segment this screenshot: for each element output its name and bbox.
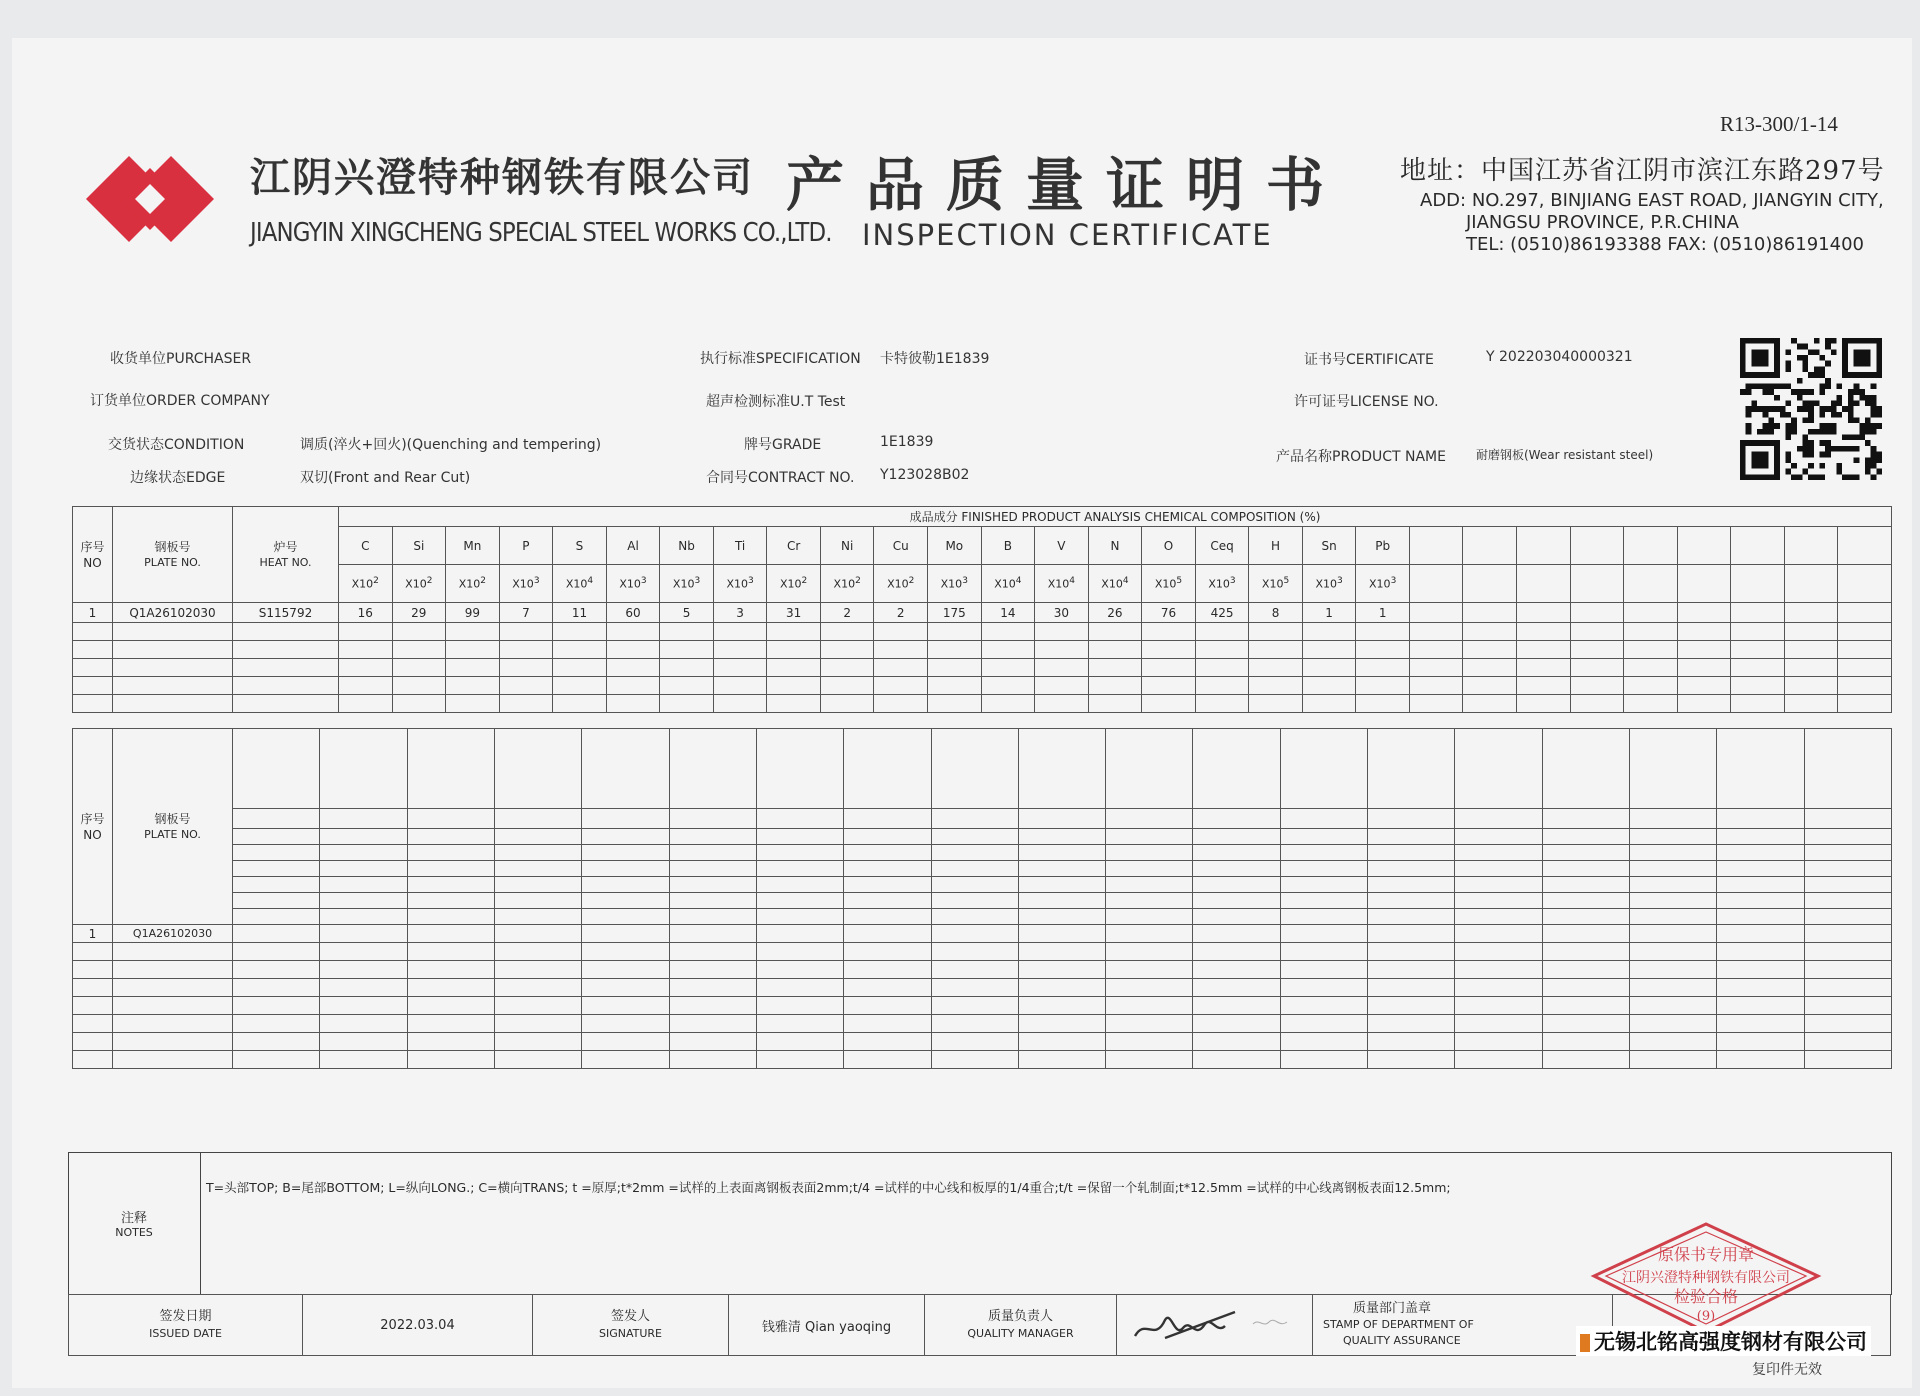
element-o: O [1142, 527, 1196, 565]
element-ceq: Ceq [1195, 527, 1249, 565]
element-v: V [1035, 527, 1089, 565]
value-pb: 1 [1356, 603, 1410, 623]
edge-label: 边缘状态EDGE [130, 470, 226, 486]
value-o: 76 [1142, 603, 1196, 623]
mech-row [73, 893, 1892, 909]
empty-cell [1677, 603, 1731, 623]
unit-header-row [73, 565, 1892, 603]
mech-row [73, 1033, 1892, 1051]
mech-plate-header: 钢板号 PLATE NO. [113, 729, 233, 925]
element-ni: Ni [820, 527, 874, 565]
unit-n: $X10^4$ [1088, 565, 1142, 603]
value-v: 30 [1035, 603, 1089, 623]
element-al: Al [606, 527, 660, 565]
issued-date-value: 2022.03.04 [303, 1295, 533, 1356]
form-number: R13-300/1-14 [1720, 112, 1838, 136]
empty-cell [1731, 603, 1785, 623]
mechanical-properties-table [72, 728, 1892, 1069]
product-value: 耐磨钢板(Wear resistant steel) [1476, 448, 1654, 462]
empty-cell [1784, 565, 1838, 603]
unit-sn: $X10^3$ [1302, 565, 1356, 603]
tel-fax: TEL: (0510)86193388 FAX: (0510)86191400 [1466, 234, 1864, 255]
empty-cell [1731, 527, 1785, 565]
unit-c: $X10^2$ [339, 565, 393, 603]
empty-cell [1517, 565, 1571, 603]
element-ti: Ti [713, 527, 767, 565]
empty-cell [1624, 527, 1678, 565]
ut-test-label: 超声检测标准U.T Test [706, 394, 846, 410]
heat-no: S115792 [233, 603, 339, 623]
empty-cell [1570, 565, 1624, 603]
empty-cell [1463, 527, 1517, 565]
empty-cell [1517, 527, 1571, 565]
mech-row [73, 1051, 1892, 1069]
quality-manager-label: 质量负责人 QUALITY MANAGER [925, 1295, 1117, 1356]
unit-mo: $X10^3$ [928, 565, 982, 603]
value-p: 7 [499, 603, 553, 623]
element-n: N [1088, 527, 1142, 565]
value-b: 14 [981, 603, 1035, 623]
empty-row [73, 623, 1892, 641]
element-s: S [553, 527, 607, 565]
mech-row [73, 829, 1892, 845]
copy-invalid-note: 复印件无效 [1752, 1362, 1822, 1378]
signature-label: 签发人 SIGNATURE [533, 1295, 729, 1356]
chemistry-value-row [73, 603, 1892, 623]
edge-value: 双切(Front and Rear Cut) [300, 470, 471, 486]
value-mn: 99 [446, 603, 500, 623]
element-cr: Cr [767, 527, 821, 565]
value-nb: 5 [660, 603, 714, 623]
plate-no: Q1A26102030 [113, 603, 233, 623]
chemical-composition-title: 成品成分 FINISHED PRODUCT ANALYSIS CHEMICAL COMPOSITION (%) [339, 507, 1892, 527]
empty-cell [1409, 565, 1463, 603]
empty-cell [1731, 565, 1785, 603]
notes-label: 注释 NOTES [68, 1152, 201, 1294]
value-ceq: 425 [1195, 603, 1249, 623]
unit-nb: $X10^3$ [660, 565, 714, 603]
unit-cu: $X10^2$ [874, 565, 928, 603]
notes-text: T=头部TOP; B=尾部BOTTOM; L=纵向LONG.; C=横向TRANS; t =原厚;t*2mm =试样的上表面离钢板表面2mm;t/4 =试样的中心线和板厚的1/4重合;t/t =保留一个轧制面;t*12.5mm =试样的中心线离钢板表面12.5mm; [206, 1180, 1451, 1195]
empty-cell [1463, 565, 1517, 603]
quality-stamp [1586, 1218, 1826, 1338]
certificate-value: Y 202203040000321 [1486, 349, 1633, 365]
chemical-composition-table [72, 506, 1892, 713]
unit-al: $X10^3$ [606, 565, 660, 603]
company-logo [86, 150, 214, 248]
mech-plate-no: Q1A26102030 [113, 925, 233, 943]
no-header: 序号 NO [73, 507, 113, 603]
grade-label: 牌号GRADE [744, 437, 822, 453]
element-p: P [499, 527, 553, 565]
empty-cell [1838, 565, 1892, 603]
empty-cell [1409, 603, 1463, 623]
mech-row [73, 909, 1892, 925]
value-ti: 3 [713, 603, 767, 623]
mech-row [73, 729, 1892, 809]
license-label: 许可证号LICENSE NO. [1294, 394, 1439, 410]
element-pb: Pb [1356, 527, 1410, 565]
company-name-en: JIANGYIN XINGCHENG SPECIAL STEEL WORKS CO.,LTD. [250, 218, 832, 248]
row-no: 1 [73, 603, 113, 623]
svg-text:原保书专用章: 原保书专用章 [1657, 1245, 1755, 1264]
unit-ni: $X10^2$ [820, 565, 874, 603]
mech-row [73, 809, 1892, 829]
element-mn: Mn [446, 527, 500, 565]
mech-row [73, 1015, 1892, 1033]
unit-b: $X10^4$ [981, 565, 1035, 603]
quality-manager-signature [1117, 1295, 1313, 1356]
heat-no-header: 炉号 HEAT NO. [233, 507, 339, 603]
svg-text:(9): (9) [1696, 1309, 1716, 1324]
empty-cell [1677, 527, 1731, 565]
value-n: 26 [1088, 603, 1142, 623]
unit-v: $X10^4$ [1035, 565, 1089, 603]
certificate-label: 证书号CERTIFICATE [1304, 352, 1434, 368]
address-cn: 地址：中国江苏省江阴市滨江东路297号 [1400, 156, 1885, 186]
mech-row [73, 943, 1892, 961]
unit-p: $X10^3$ [499, 565, 553, 603]
empty-row [73, 659, 1892, 677]
element-h: H [1249, 527, 1303, 565]
mech-row [73, 925, 1892, 943]
specification-label: 执行标准SPECIFICATION [700, 351, 861, 367]
empty-cell [1570, 603, 1624, 623]
mech-row [73, 861, 1892, 877]
element-c: C [339, 527, 393, 565]
svg-text:江阴兴澄特种钢铁有限公司: 江阴兴澄特种钢铁有限公司 [1622, 1270, 1790, 1286]
empty-cell [1677, 565, 1731, 603]
unit-cr: $X10^2$ [767, 565, 821, 603]
svg-text:检验合格: 检验合格 [1673, 1287, 1739, 1306]
unit-h: $X10^5$ [1249, 565, 1303, 603]
order-company-label: 订货单位ORDER COMPANY [90, 393, 270, 409]
mech-row-no: 1 [73, 925, 113, 943]
empty-row [73, 641, 1892, 659]
unit-pb: $X10^3$ [1356, 565, 1410, 603]
value-s: 11 [553, 603, 607, 623]
unit-ceq: $X10^3$ [1195, 565, 1249, 603]
empty-cell [1624, 603, 1678, 623]
empty-cell [1409, 527, 1463, 565]
empty-cell [1784, 603, 1838, 623]
watermark-icon [1580, 1334, 1590, 1352]
empty-row [73, 677, 1892, 695]
element-b: B [981, 527, 1035, 565]
mech-row [73, 961, 1892, 979]
mech-row [73, 997, 1892, 1015]
value-sn: 1 [1302, 603, 1356, 623]
value-ni: 2 [820, 603, 874, 623]
distributor-watermark: 无锡北铭高强度钢材有限公司 [1576, 1326, 1871, 1356]
issued-date-label: 签发日期 ISSUED DATE [69, 1295, 303, 1356]
empty-cell [1463, 603, 1517, 623]
handwritten-signature-icon [1125, 1298, 1305, 1348]
value-h: 8 [1249, 603, 1303, 623]
empty-cell [1838, 527, 1892, 565]
specification-value: 卡特彼勒1E1839 [880, 351, 990, 367]
mech-row [73, 845, 1892, 861]
grade-value: 1E1839 [880, 434, 934, 450]
empty-row [73, 695, 1892, 713]
element-header-row [73, 527, 1892, 565]
purchaser-label: 收货单位PURCHASER [110, 351, 252, 367]
title-en: INSPECTION CERTIFICATE [862, 218, 1273, 252]
value-mo: 175 [928, 603, 982, 623]
value-cr: 31 [767, 603, 821, 623]
value-si: 29 [392, 603, 446, 623]
empty-cell [1517, 603, 1571, 623]
company-name-cn: 江阴兴澄特种钢铁有限公司 [250, 154, 754, 201]
contract-value: Y123028B02 [880, 467, 970, 483]
title-cn: 产品质量证明书 [786, 151, 1347, 219]
value-al: 60 [606, 603, 660, 623]
product-label: 产品名称PRODUCT NAME [1276, 449, 1446, 465]
unit-s: $X10^4$ [553, 565, 607, 603]
qr-code [1736, 338, 1886, 480]
condition-label: 交货状态CONDITION [108, 437, 245, 453]
value-cu: 2 [874, 603, 928, 623]
qa-stamp-label: 质量部门盖章 STAMP OF DEPARTMENT OF QUALITY ASSURANCE [1313, 1295, 1613, 1356]
element-nb: Nb [660, 527, 714, 565]
unit-mn: $X10^2$ [446, 565, 500, 603]
contract-label: 合同号CONTRACT NO. [706, 470, 855, 486]
empty-cell [1838, 603, 1892, 623]
element-si: Si [392, 527, 446, 565]
element-mo: Mo [928, 527, 982, 565]
value-c: 16 [339, 603, 393, 623]
mech-row [73, 979, 1892, 997]
unit-ti: $X10^3$ [713, 565, 767, 603]
empty-cell [1570, 527, 1624, 565]
mech-no-header: 序号 NO [73, 729, 113, 925]
plate-no-header: 钢板号 PLATE NO. [113, 507, 233, 603]
unit-si: $X10^2$ [392, 565, 446, 603]
empty-cell [1784, 527, 1838, 565]
element-sn: Sn [1302, 527, 1356, 565]
condition-value: 调质(淬火+回火)(Quenching and tempering) [300, 437, 602, 453]
element-cu: Cu [874, 527, 928, 565]
empty-cell [1624, 565, 1678, 603]
unit-o: $X10^5$ [1142, 565, 1196, 603]
mech-row [73, 877, 1892, 893]
address-en-line1: ADD: NO.297, BINJIANG EAST ROAD, JIANGYIN CITY, [1420, 190, 1884, 211]
signature-value: 钱雅清 Qian yaoqing [729, 1295, 925, 1356]
address-en-line2: JIANGSU PROVINCE, P.R.CHINA [1466, 212, 1739, 233]
